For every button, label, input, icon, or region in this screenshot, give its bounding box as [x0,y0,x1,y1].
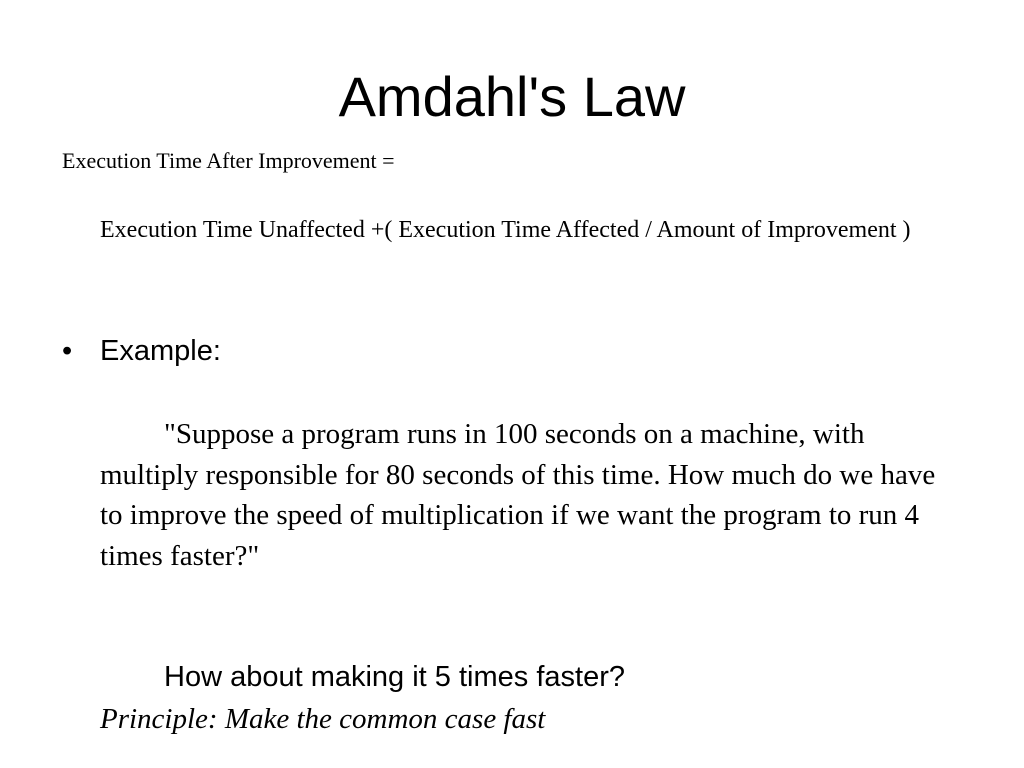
example-question-line2: multiply responsible for 80 seconds of this time. How much do we have to improve the speed of multiplication if we want the program to run 4 times faster?" [100,458,936,572]
bullet-label-example: Example: [100,335,221,367]
bullet-marker: • [62,335,73,367]
example-question-line1 [100,414,950,455]
example-question-text1: "Suppose a program runs in 100 seconds on a machine, with [164,418,865,450]
slide-title: Amdahl's Law [338,65,686,128]
example-question [100,414,950,576]
principle-statement: Principle: Make the common case fast [100,703,546,735]
followup-question: How about making it 5 times faster? [164,661,625,693]
formula-rhs: Execution Time Unaffected +( Execution Time Affected / Amount of Improvement ) [100,217,911,243]
formula-lhs: Execution Time After Improvement = [62,148,395,173]
